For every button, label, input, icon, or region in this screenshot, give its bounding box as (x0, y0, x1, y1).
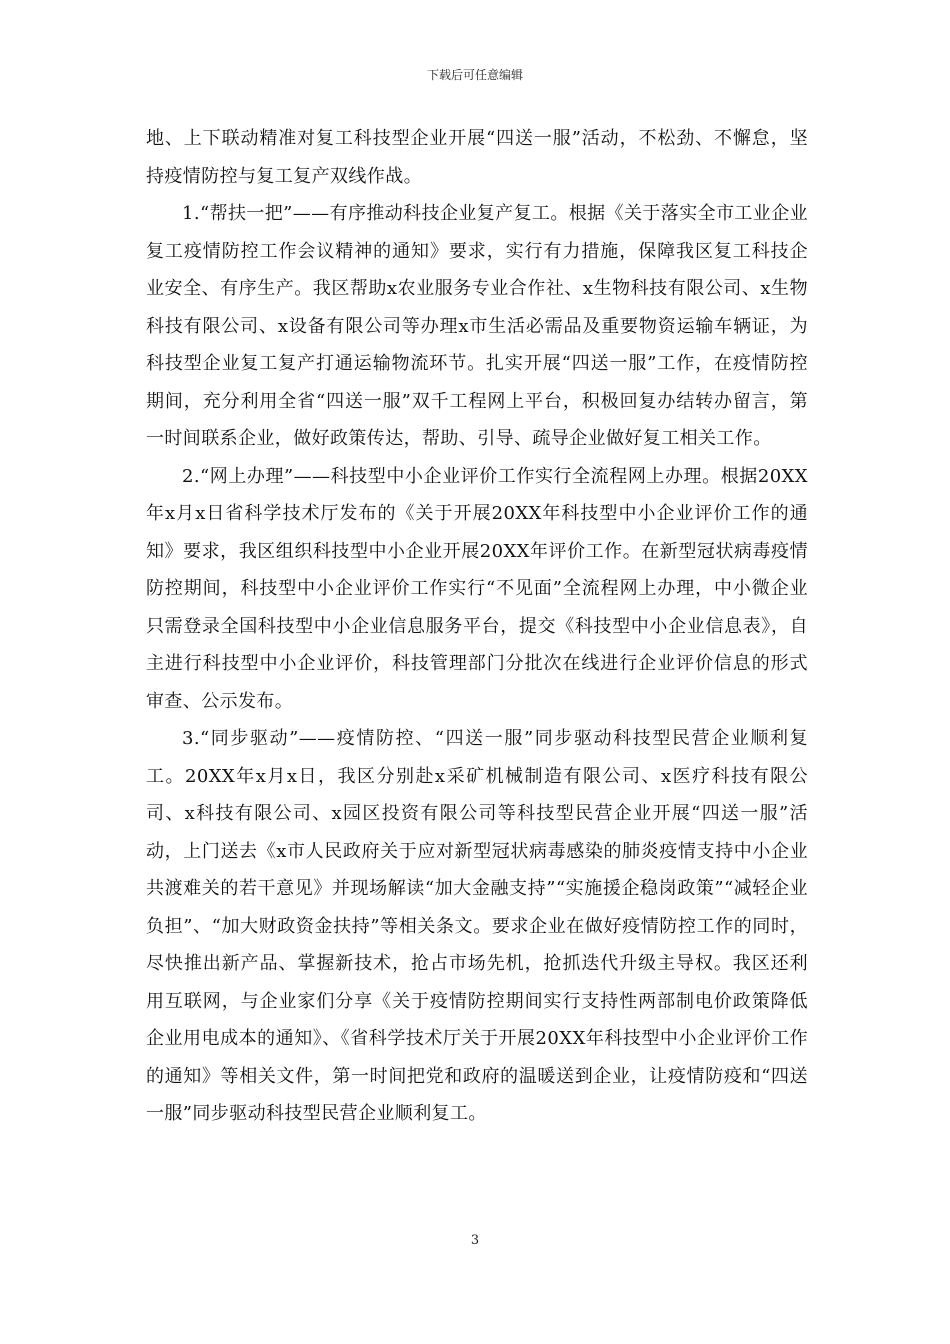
paragraph-item-1: 1.“帮扶一把”——有序推动科技企业复产复工。根据《关于落实全市工业企业复工疫情防控工作会议精神的通知》要求，实行有力措施，保障我区复工科技企业安全、有序生产。我区帮助x农业服务专业合作社、x生物科技有限公司、x生物科技有限公司、x设备有限公司等办理x市生活必需品及重要物资运输车辆证，为科技型企业复工复产打通运输物流环节。扎实开展“四送一服”工作，在疫情防控期间，充分利用全省“四送一服”双千工程网上平台，积极回复办结转办留言，第一时间联系企业，做好政策传达，帮助、引导、疏导企业做好复工相关工作。 (146, 203, 808, 449)
paragraph-continuation: 地、上下联动精准对复工科技型企业开展“四送一服”活动，不松劲、不懈怠，坚持疫情防控与复工复产双线作战。 (146, 128, 808, 187)
page-number: 3 (470, 1233, 480, 1248)
paragraph-item-2: 2.“网上办理”——科技型中小企业评价工作实行全流程网上办理。根据20XX年x月x日省科学技术厅发布的《关于开展20XX年科技型中小企业评价工作的通知》要求，我区组织科技型中小企业开展20XX年评价工作。在新型冠状病毒疫情防控期间，科技型中小企业评价工作实行“不见面”全流程网上办理，中小微企业只需登录全国科技型中小企业信息服务平台，提交《科技型中小企业信息表》，自主进行科技型中小企业评价，科技管理部门分批次在线进行企业评价信息的形式审查、公示发布。 (146, 465, 808, 712)
page-header: 下载后可任意编辑 (426, 68, 523, 82)
paragraph-item-3: 3.“同步驱动”——疫情防控、“四送一服”同步驱动科技型民营企业顺利复工。20XX年x月x日，我区分别赴x采矿机械制造有限公司、x医疗科技有限公司、x科技有限公司、x园区投资有限公司等科技型民营企业开展“四送一服”活动，上门送去《x市人民政府关于应对新型冠状病毒感染的肺炎疫情支持中小企业共渡难关的若干意见》并现场解读“加大金融支持”“实施援企稳岗政策”“减轻企业负担”、“加大财政资金扶持”等相关条文。要求企业在做好疫情防控工作的同时，尽快推出新产品、掌握新技术，抢占市场先机，抢抓迭代升级主导权。我区还利用互联网，与企业家们分享《关于疫情防控期间实行支持性两部制电价政策降低企业用电成本的通知》、《省科学技术厅关于开展20XX年科技型中小企业评价工作的通知》等相关文件，第一时间把党和政府的温暖送到企业，让疫情防疫和“四送一服”同步驱动科技型民营企业顺利复工。 (146, 728, 808, 1124)
document-body (146, 120, 808, 1133)
